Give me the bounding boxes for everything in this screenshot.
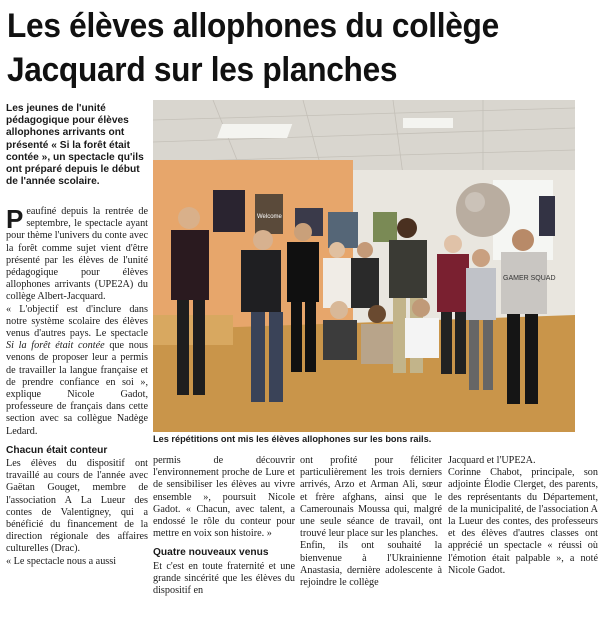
col3-paragraph-2: Enfin, ils ont souhaité la bienvenue à l'Ukrainienne Anastasia, dernière adolescente à rejoindre le collège [300, 540, 442, 589]
column-1 [6, 206, 148, 568]
col3-paragraph-1: ont profité pour féliciter particulièrement les trois derniers arrivés, Arzo et Arman Ali, sœur et frère afghans, ainsi que le Camerounais Moussa qui, malgré une seule séance de travail, ont trouvé leur place sur les planches. [300, 455, 442, 540]
subhead-nouveaux: Quatre nouveaux venus [153, 547, 269, 559]
paragraph-3: Les élèves du dispositif ont travaillé au cours de l'année avec Gaëtan Gouget, membre de l'association A La Lueur des contes de Valentigney, qui a bénéficié du financement de la direction régionale des affaires culturelles (Drac). [6, 458, 148, 555]
article-lede: Les jeunes de l'unité pédagogique pour élèves allophones arrivants ont présenté « Si la forêt était contée », un spectacle qu'ils ont préparé depuis le début de l'année scolaire. [6, 103, 144, 188]
headline-line-2: Jacquard sur les planches [7, 51, 398, 89]
column-4 [448, 455, 598, 577]
column-3 [300, 455, 442, 589]
col4-paragraph-1: Jacquard et l'UPE2A. [448, 455, 536, 466]
headline [7, 4, 560, 92]
paragraph-4-start: « Le spectacle nous a aussi [6, 555, 117, 567]
paragraph-1: Peaufiné depuis la rentrée de septembre, le spectacle ayant pour thème l'univers du conte avec la forêt comme sujet vient d'être présenté par les élèves de l'unité pédagogique pour élèves allophones arrivants (UPE2A) du collège Albert-Jacquard. [6, 204, 148, 303]
column-2 [153, 455, 295, 597]
subhead-conteur: Chacun était conteur [6, 444, 108, 456]
paragraph-2: « L'objectif est d'inclure dans notre système scolaire des élèves venus d'autres pays. Le spectacle Si la forêt était contée que nous venons de proposer leur a permis de travailler la langue française et de prendre confiance en soi », explique Nicole Gadot, professeure de français dans cette section avec sa collègue Nadège Ledard. [6, 303, 148, 437]
photo-illustration [153, 100, 575, 432]
poster-text: Welcome [257, 214, 282, 220]
drop-cap: P [6, 204, 24, 234]
photo-caption: Les répétitions ont mis les élèves allophones sur les bons rails. [153, 434, 432, 444]
col4-paragraph-2: Corinne Chabot, principale, son adjointe Élodie Clerget, des parents, des représentants du Département, de la municipalité, de l'association A la Lueur des contes, des professeurs et des élèves d'autres classes ont apprécié un spectacle « réussi où l'émotion était palpable », a noté Nicole Gadot. [448, 467, 598, 576]
col2-paragraph-2: Et c'est en toute fraternité et une grande sincérité que les élèves du dispositif en [153, 560, 295, 597]
shirt-text: GAMER SQUAD [503, 275, 556, 282]
article-photo [153, 100, 575, 432]
show-title: Si la forêt était contée [6, 340, 105, 352]
col2-paragraph-1: permis de découvrir l'environnement proche de Lure et de sensibiliser les élèves au vivre ensemble », poursuit Nicole Gadot. « Chacun, avec talent, a endossé le rôle du conteur pour mettre en voix son histoire. » [153, 455, 295, 540]
headline-line-1: Les élèves allophones du collège [7, 7, 499, 45]
